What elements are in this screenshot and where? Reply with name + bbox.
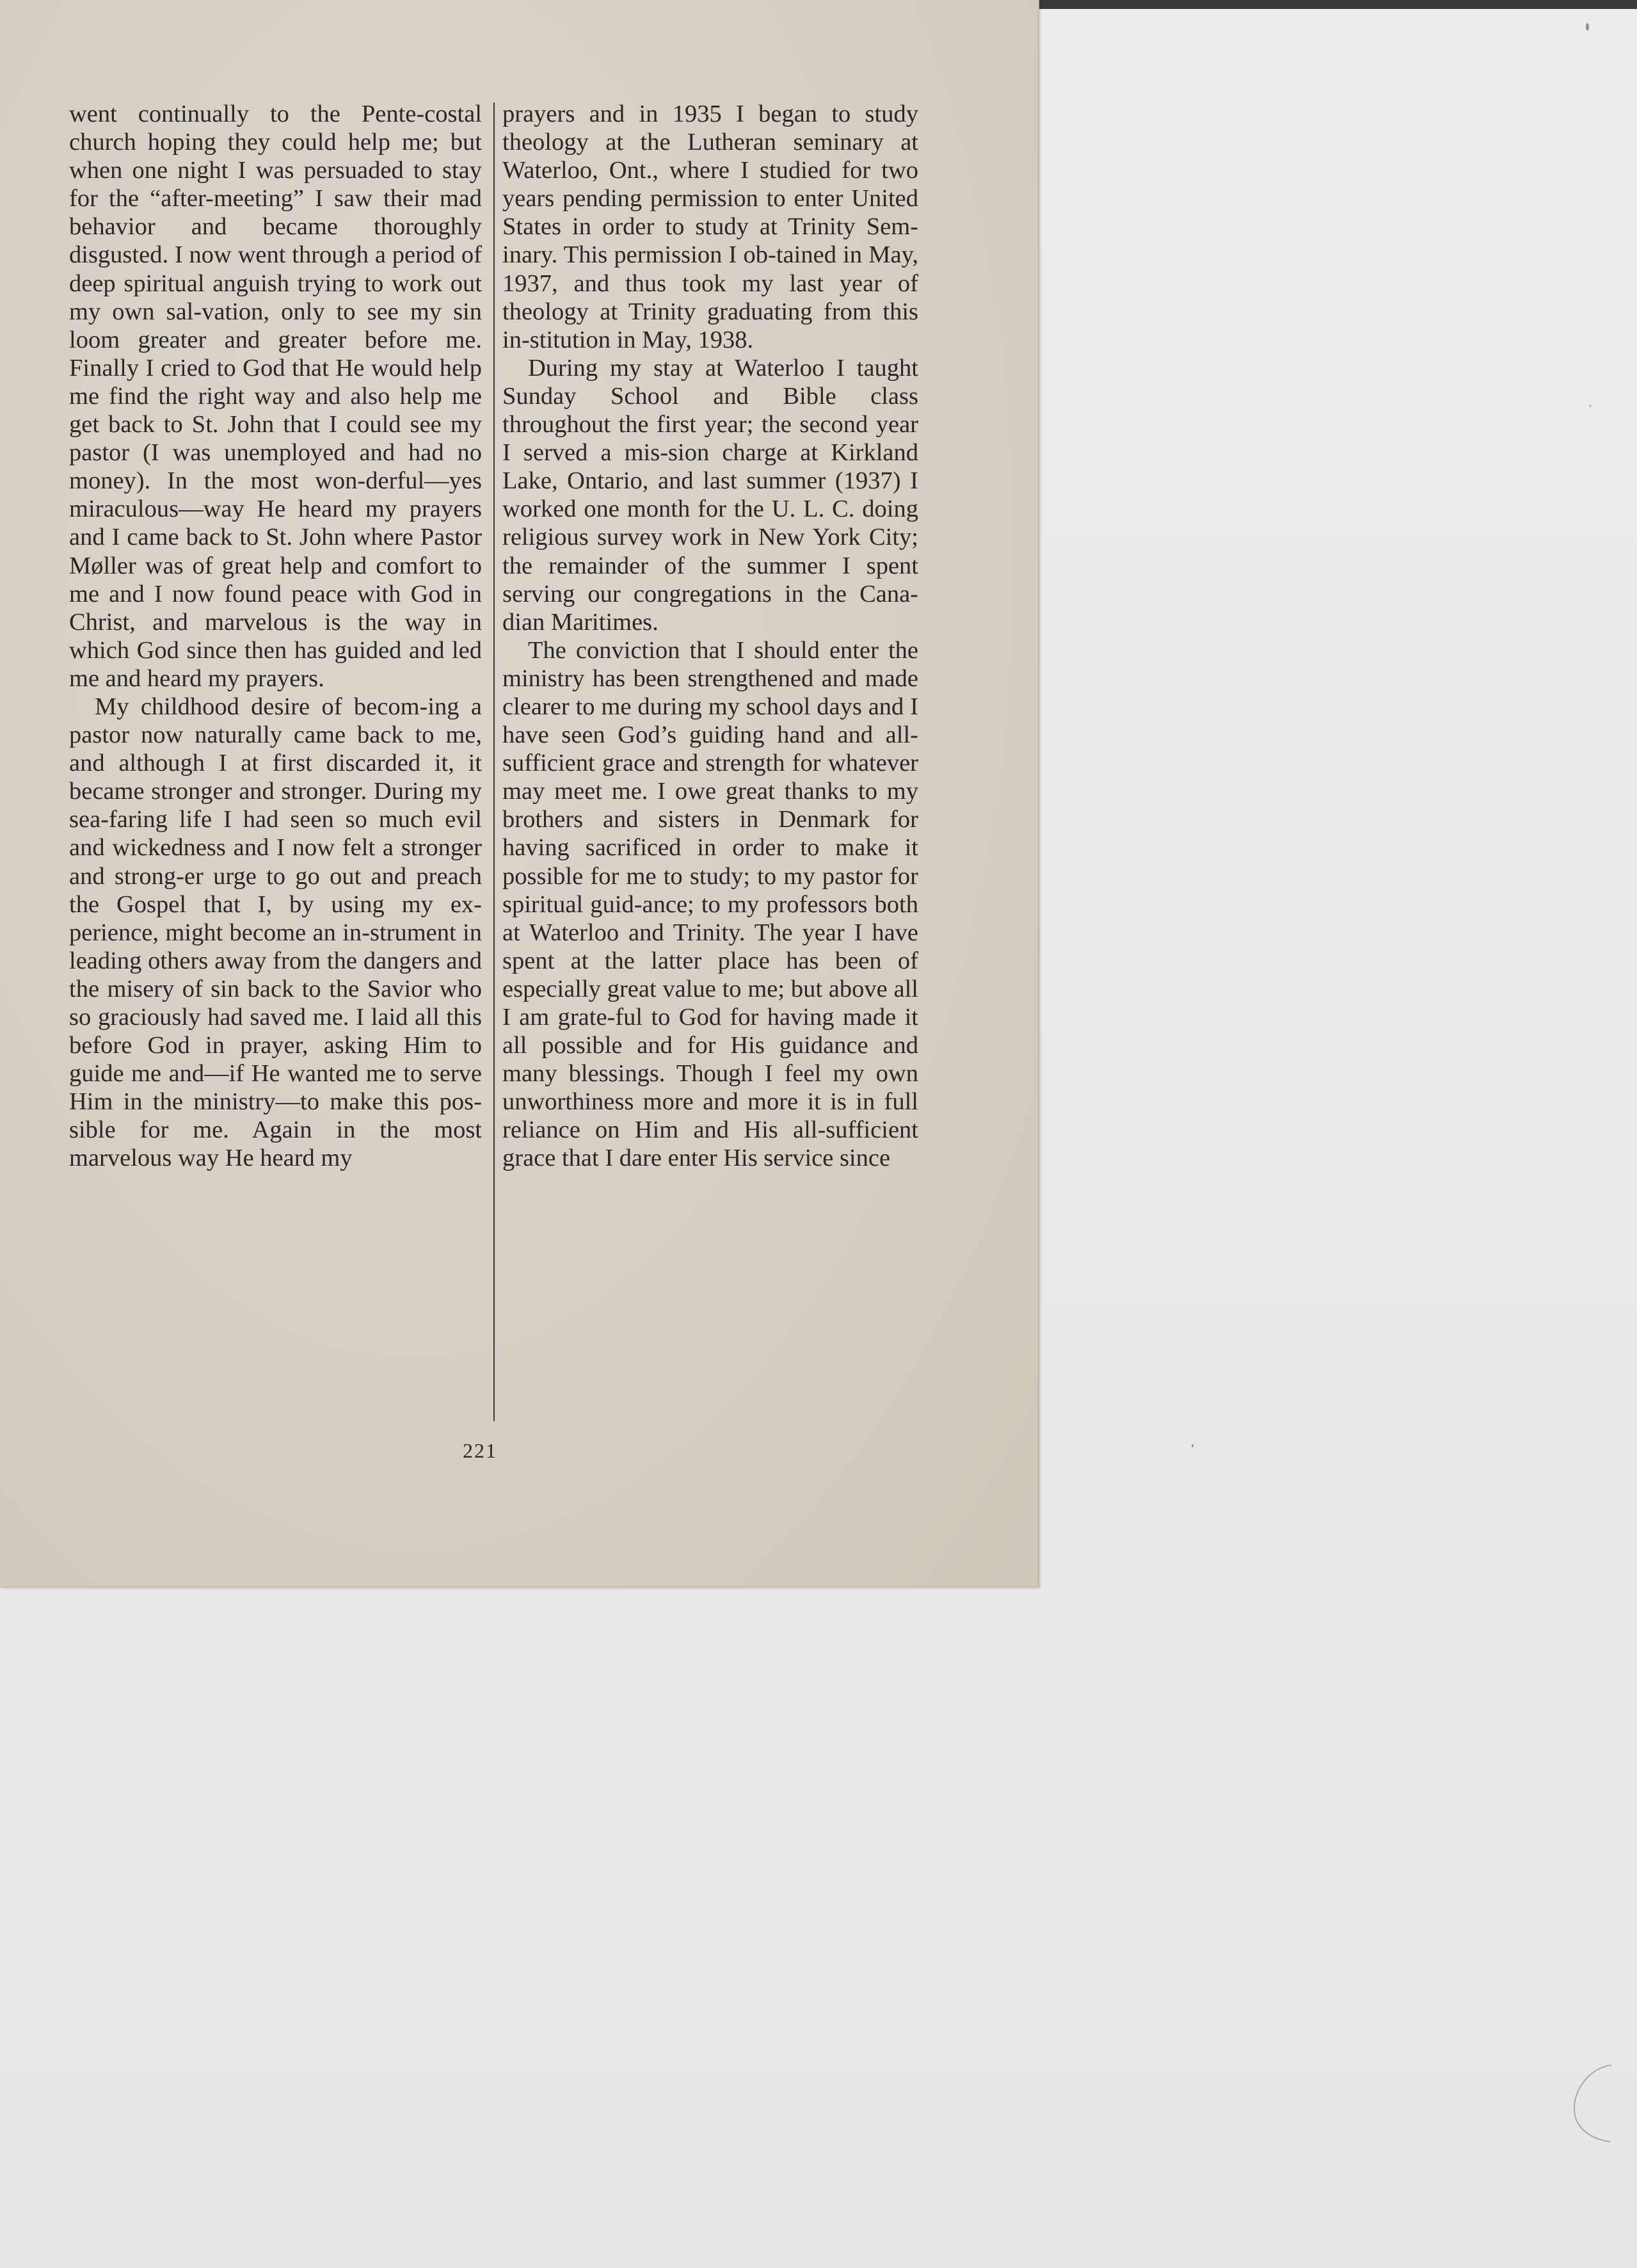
- right-paragraph-1: prayers and in 1935 I began to study theology at the Lutheran seminary at Waterloo, Ont., where I studied for two years pending permission to enter United States in order to study at Trinity Sem-inary. This permission I ob-tained in May, 1937, and thus took my last year of theology at Trinity graduating from this in-stitution in May, 1938.: [502, 101, 918, 353]
- right-paragraph-3: The conviction that I should enter the ministry has been strengthened and made clearer to me during my school days and I have seen God’s guiding hand and all-sufficient grace and strength for whatever may meet me. I owe great thanks to my brothers and sisters in Denmark for having sacrificed in order to make it possible for me to study; to my pastor for spiritual guid-ance; to my professors both at Waterloo and Trinity. The year I have spent at the latter place has been of especially great value to me; but above all I am grate-ful to God for having made it all possible and for His guidance and many blessings. Though I feel my own unworthiness more and more it is in full reliance on Him and His all-sufficient grace that I dare enter His service since: [502, 636, 918, 1172]
- right-paragraph-2: During my stay at Waterloo I taught Sunday School and Bible class throughout the first year; the second year I served a mis-sion charge at Kirkland Lake, Ontario, and last summer (1937) I worked one month for the U. L. C. doing religious survey work in New York City; the remainder of the summer I spent serving our congregations in the Cana-dian Maritimes.: [502, 354, 918, 636]
- column-divider: [493, 102, 495, 1421]
- page-number: 221: [463, 1439, 497, 1462]
- left-paragraph-1: went continually to the Pente-costal church hoping they could help me; but when one night I was persuaded to stay for the “after-meeting” I saw their mad behavior and became thoroughly disgusted. I now went through a period of deep spiritual anguish trying to work out my own sal-vation, only to see my sin loom greater and greater before me. Finally I cried to God that He would help me find the right way and also help me get back to St. John that I could see my pastor (I was unemployed and had no money). In the most won-derful—yes miraculous—way He heard my prayers and I came back to St. John where Pastor Møller was of great help and comfort to me and I now found peace with God in Christ, and marvelous is the way in which God since then has guided and led me and heard my prayers.: [69, 101, 482, 692]
- scanner-edge: [1037, 0, 1637, 9]
- right-column: [502, 100, 918, 1173]
- document-page: [0, 0, 1039, 1588]
- scan-speck: [1586, 23, 1589, 31]
- left-column: [69, 100, 482, 1173]
- scan-hair-mark: [1561, 2061, 1613, 2144]
- scan-speck: [1192, 1444, 1194, 1447]
- left-paragraph-2: My childhood desire of becom-ing a pastor now naturally came back to me, and although I at first discarded it, it became stronger and stronger. During my sea-faring life I had seen so much evil and wickedness and I now felt a stronger and strong-er urge to go out and preach the Gospel that I, by using my ex-perience, might become an in-strument in leading others away from the dangers and the misery of sin back to the Savior who so graciously had saved me. I laid all this before God in prayer, asking Him to guide me and—if He wanted me to serve Him in the ministry—to make this pos-sible for me. Again in the most marvelous way He heard my: [69, 693, 482, 1172]
- scan-speck: [1589, 405, 1592, 407]
